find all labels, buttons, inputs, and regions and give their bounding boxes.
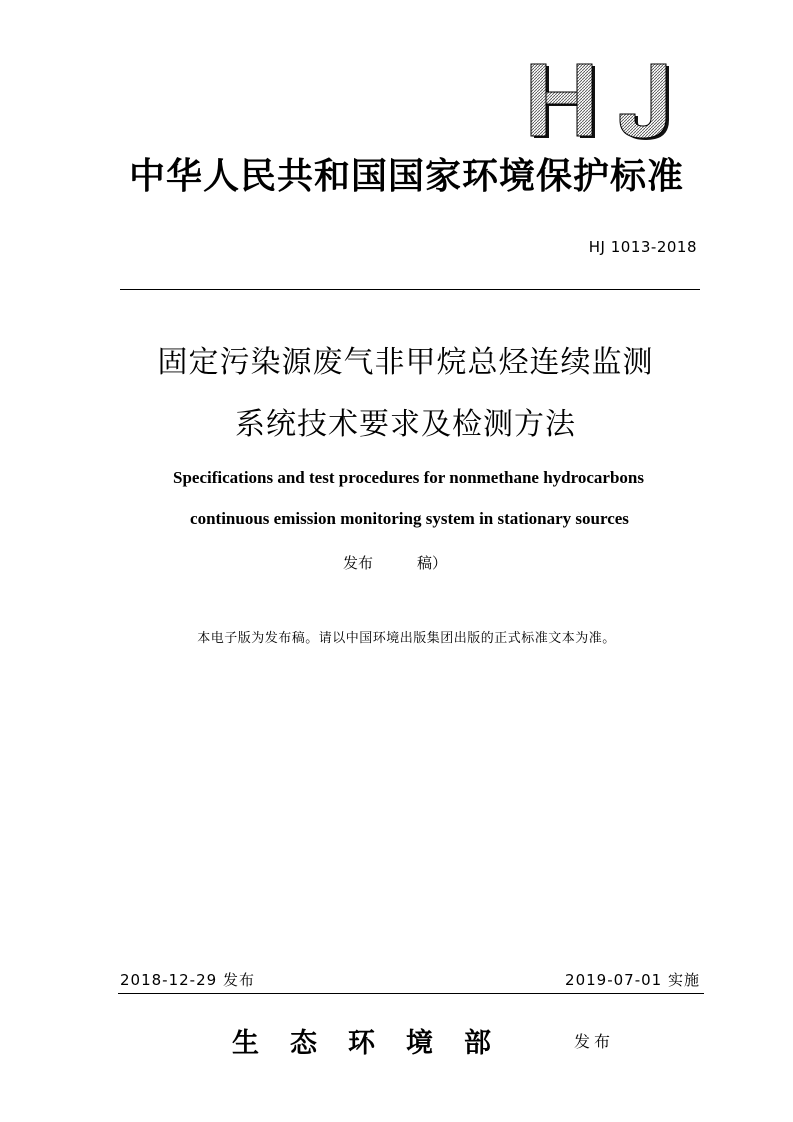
electronic-version-notice: 本电子版为发布稿。请以中国环境出版集团出版的正式标准文本为准。 xyxy=(197,631,616,646)
org-title: 中华人民共和国国家环境保护标准 xyxy=(128,156,684,197)
issue-date: 2018-12-29 发布 xyxy=(120,971,255,989)
logo-letter-h xyxy=(531,64,595,138)
header-divider xyxy=(120,289,700,290)
title-chinese-line-1: 固定污染源废气非甲烷总烃连续监测 xyxy=(157,345,654,380)
publisher-name: 生态环境部 xyxy=(232,1028,522,1059)
title-chinese-line-2: 系统技术要求及检测方法 xyxy=(235,407,576,442)
footer-divider xyxy=(118,993,704,994)
draft-label-right: 稿） xyxy=(417,554,448,572)
hj-logo xyxy=(528,62,678,142)
title-english-line-1: Specifications and test procedures for nonmethane hydrocarbons xyxy=(173,468,644,487)
implementation-date: 2019-07-01 实施 xyxy=(565,971,700,989)
publish-label: 发布 xyxy=(574,1032,615,1051)
logo-letter-j xyxy=(620,64,669,140)
standard-number: HJ 1013-2018 xyxy=(588,238,697,256)
draft-label-left: 发布 xyxy=(343,554,374,572)
title-english-line-2: continuous emission monitoring system in stationary sources xyxy=(190,509,629,528)
